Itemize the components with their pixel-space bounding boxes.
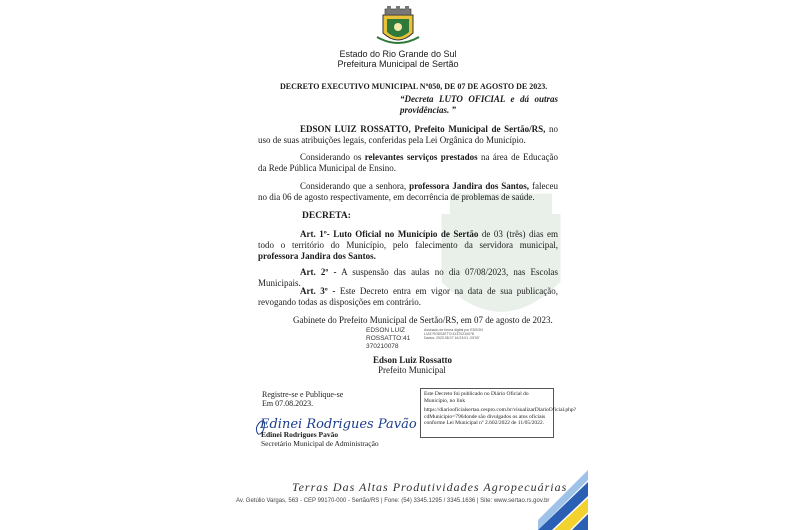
- digital-sig-line-2: ROSSATTO:41: [366, 335, 411, 342]
- considerando-1-c: na área de Educação da Rede Pública Municipal de Ensino.: [258, 152, 558, 173]
- article-3-text: Este Decreto entra em vigor na data de sua publicação, revogando todas as disposições em contrário.: [258, 286, 558, 307]
- article-3-label: Art. 3º -: [300, 286, 336, 296]
- considerando-1-a: Considerando os: [300, 152, 365, 162]
- closing-line: Gabinete do Prefeito Municipal de Sertão/RS, em 07 de agosto de 2023.: [293, 315, 553, 325]
- mayor-signature-role: Prefeito Municipal: [378, 365, 446, 375]
- municipal-crest-icon: [373, 3, 423, 49]
- article-1-name: professora Jandira dos Santos.: [258, 251, 376, 261]
- digital-signature-details: Assinado de forma digital por EDSON LUIZ ROSSATTO:41370210078 Dados: 2023.08.07 16:23:01 -03'00': [424, 328, 483, 341]
- state-header: Estado do Rio Grande do Sul: [339, 49, 457, 59]
- article-2-text: A suspensão das aulas no dia 07/08/2023, nas Escolas Municipais.: [258, 267, 558, 288]
- registro-line-2: Em 07.08.2023.: [262, 399, 314, 408]
- decree-ementa: “Decreta LUTO OFICIAL e dá outras providências. ”: [400, 94, 558, 115]
- paragraph-considerando-2: [258, 181, 558, 203]
- digital-sig-line-1: EDSON LUIZ: [366, 327, 406, 334]
- footer-motto: Terras Das Altas Produtividades Agropecuárias: [292, 480, 568, 494]
- registro-line-1: Registre-se e Publique-se: [262, 390, 344, 399]
- digital-sig-line-3: 370210078: [366, 343, 399, 350]
- paragraph-considerando-1: [258, 152, 558, 174]
- article-1-text: de 03 (três) dias em todo o território do Município, pelo falecimento da servidora municipal,: [258, 229, 558, 250]
- handwritten-signature-text: Edinei Rodrigues Pavão: [260, 417, 417, 432]
- publication-note-link: https://diariooficialsertao.cespro.com.br/visualizarDiarioOficial.php?cdMunicipio=7964onde são divulgados os atos oficiais conforme Lei Municipal nº 2.602/2022 de 11/05/2022.: [424, 407, 577, 427]
- article-2-label: Art. 2º -: [300, 267, 337, 277]
- decorative-stripes: [538, 470, 588, 530]
- article-1: [258, 229, 558, 262]
- publication-note-box: [420, 388, 577, 438]
- mayor-name-bold: EDSON LUIZ ROSSATTO, Prefeito Municipal de Sertão/RS,: [300, 124, 546, 134]
- decree-title: DECRETO EXECUTIVO MUNICIPAL Nº050, DE 07 DE AGOSTO DE 2023.: [280, 82, 548, 91]
- mayor-signature-name: Edson Luiz Rossatto: [373, 355, 453, 365]
- digital-signature-name: [366, 327, 414, 357]
- considerando-2-b: professora Jandira dos Santos,: [409, 181, 530, 191]
- considerando-1-b: relevantes serviços prestados: [364, 152, 478, 162]
- article-3: [258, 286, 558, 308]
- document-page: [228, 0, 588, 530]
- preamble-text: no uso de suas atribuições legais, conferidas pela Lei Orgânica do Município.: [258, 124, 558, 145]
- footer-address: Av. Getúlio Vargas, 563 - CEP 99170-000 - Sertão/RS | Fone: (54) 3345.1295 / 3345.1636 | Site: www.sertao.rs.gov.br: [236, 498, 550, 504]
- considerando-2-a: Considerando que a senhora,: [300, 181, 410, 191]
- article-1-label: Art. 1º- Luto Oficial no Município de Sertão: [300, 229, 479, 239]
- publication-note-text: Este Decreto foi publicado no Diário Oficial do Município, no link: [424, 391, 529, 404]
- paragraph-preamble: [258, 124, 558, 146]
- secretary-name: Edinei Rodrigues Pavão: [261, 430, 339, 439]
- considerando-2-c: faleceu no dia 06 de agosto respectivamente, em decorrência de problemas de saúde.: [258, 181, 558, 202]
- prefeitura-header: Prefeitura Municipal de Sertão: [337, 59, 459, 69]
- secretary-role: Secretário Municipal de Administração: [261, 439, 379, 448]
- decreta-heading: DECRETA:: [302, 211, 351, 221]
